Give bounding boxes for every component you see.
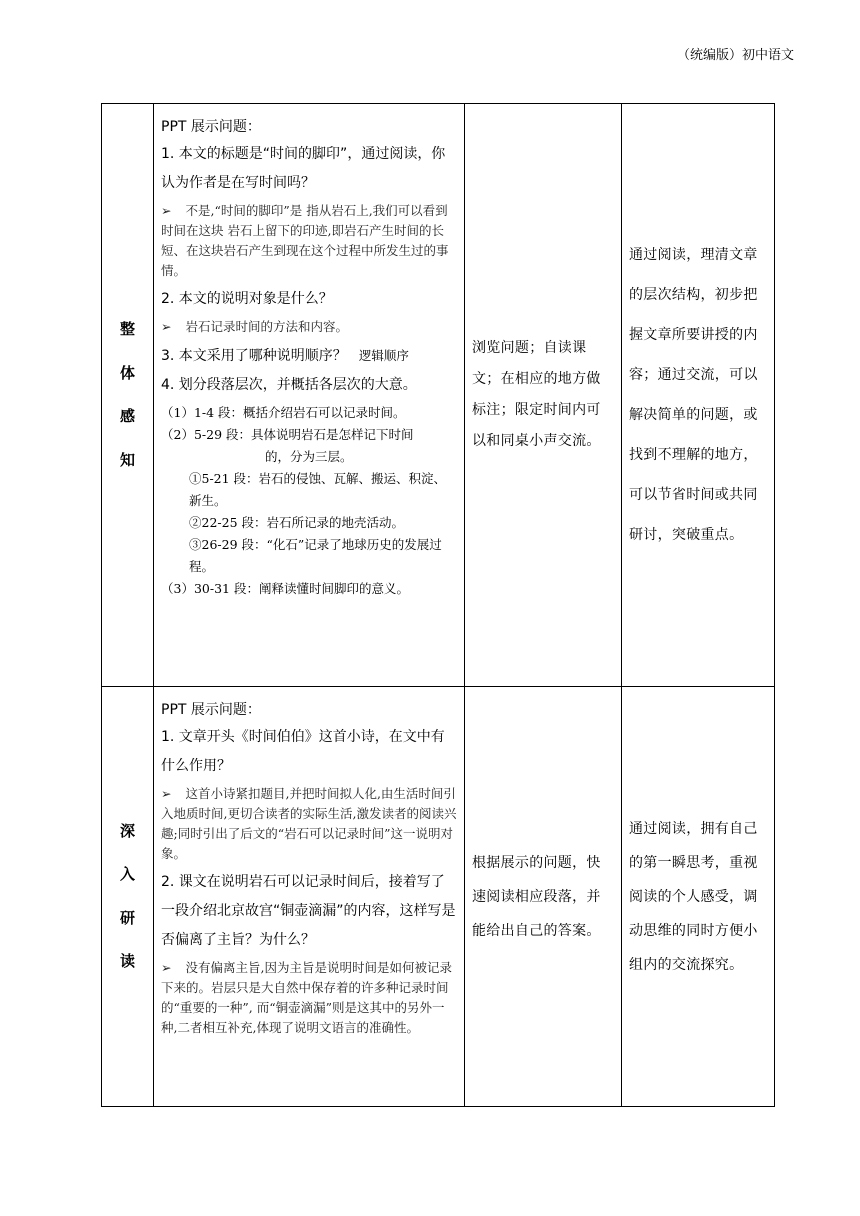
arrow-marker-icon: ➢ [161,786,172,801]
stage-char: 读 [119,952,135,970]
answer-3: 逻辑顺序 [358,348,409,363]
question-1: 1. 本文的标题是“时间的脚印”，通过阅读，你认为作者是在写时间吗？ [161,146,446,191]
lesson-table [101,103,775,1107]
design-intent-cell: 通过阅读，拥有自己的第一瞬思考，重视阅读的个人感受，调动思维的同时方便小组内的交流探究。 [622,687,775,1107]
stage-char: 知 [119,450,135,469]
design-intent-cell: 通过阅读，理清文章的层次结构，初步把握文章所要讲授的内容；通过交流，可以解决简单的问题，或找到不理解的地方，可以节省时间或共同研讨，突破重点。 [622,104,775,687]
answer-1: ➢ 这首小诗紧扣题目,并把时间拟人化,由生活时间引入地质时间,更切合读者的实际生活,激发读者的阅读兴趣;同时引出了后文的“岩石可以记录时间”这一说明对象。 [161,786,457,861]
question-4: 4. 划分段落层次，并概括各层次的大意。 [161,377,417,393]
table-row [102,104,775,687]
stage-cell [102,687,154,1107]
arrow-marker-icon: ➢ [161,960,172,975]
ppt-intro: PPT 展示问题： [161,702,261,718]
stage-cell [102,104,154,687]
question-3: 3. 本文采用了哪种说明顺序？ 逻辑顺序 [161,348,409,364]
table-row [102,687,775,1107]
teacher-content-cell [154,104,465,687]
student-activity-cell: 根据展示的问题，快速阅读相应段落，并能给出自己的答案。 [465,687,622,1107]
teacher-content-cell [154,687,465,1107]
answer-1: ➢ 不是,“时间的脚印”是 指从岩石上,我们可以看到时间在这块 岩石上留下的印迹,即岩石产生时间的长 短、在这块岩石产生到现在这个过程中所发生过的事情。 [161,203,449,278]
ppt-intro: PPT 展示问题： [161,119,261,135]
stage-char: 整 [119,320,135,338]
arrow-marker-icon: ➢ [161,203,172,218]
question-1: 1. 文章开头《时间伯伯》这首小诗，在文中有什么作用？ [161,729,445,774]
answer-2: ➢ 岩石记录时间的方法和内容。 [161,319,348,334]
stage-char: 研 [119,908,135,927]
stage-char: 感 [119,407,135,425]
stage-char: 深 [119,821,135,840]
question-2: 2. 课文在说明岩石可以记录时间后，接着写了一段介绍北京故宫“铜壶滴漏”的内容，这样写是否偏离了主旨？为什么？ [161,874,456,948]
edition-header: （统编版）初中语文 [676,48,794,63]
stage-char: 体 [119,363,135,382]
student-activity-cell: 浏览问题；自读课文；在相应的地方做标注；限定时间内可以和同桌小声交流。 [465,104,622,687]
question-2: 2. 本文的说明对象是什么？ [161,291,333,307]
paragraph-outline: （1）1-4 段：概括介绍岩石可以记录时间。 （2）5-29 段：具体说明岩石是怎样记下时间 的，分为三层。 ①5-21 段：岩石的侵蚀、瓦解、搬运、积淀、新生。 ②22-25 段：岩石所记录的地壳活动。 ③26-29 段：“化石”记录了地球历史的发展过程。 （3）30-31 段：阐释读懂时间脚印的意义。 [161,405,447,596]
arrow-marker-icon: ➢ [161,319,172,334]
stage-char: 入 [119,865,135,883]
answer-2: ➢ 没有偏离主旨,因为主旨是说明时间是如何被记录下来的。岩层只是大自然中保存着的许多种记录时间的“重要的一种”, 而“铜壶滴漏”则是这其中的另外一种,二者相互补充,体现了说明文语言的准确性。 [161,960,452,1035]
